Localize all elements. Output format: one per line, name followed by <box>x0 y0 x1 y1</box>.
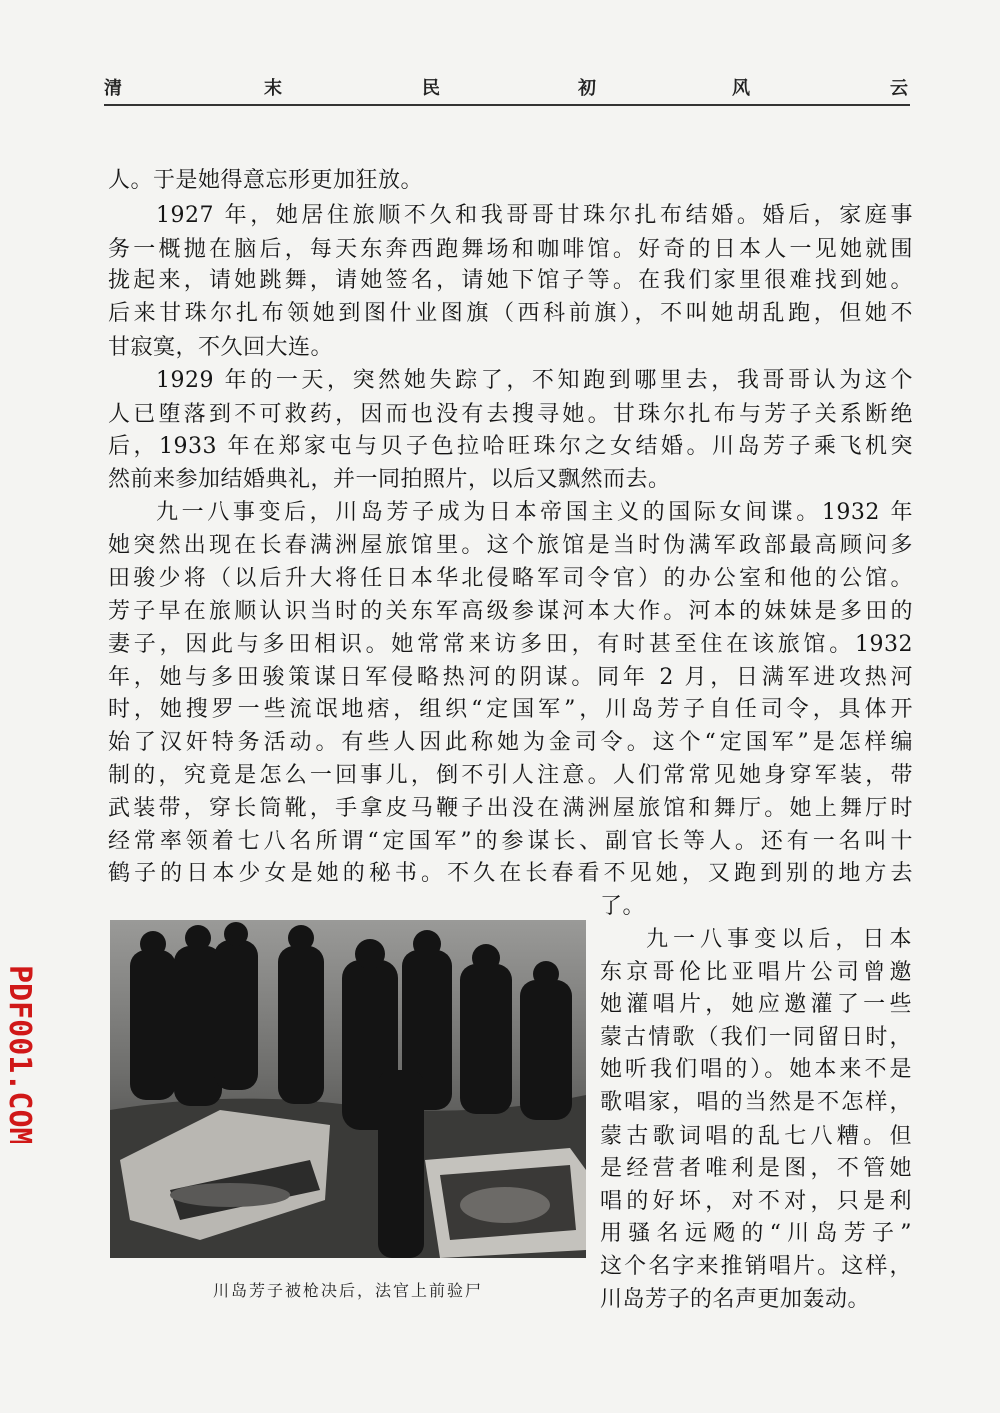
text-line: 唱的好坏，对不对，只是利 <box>600 1189 912 1214</box>
text-line: 然前来参加结婚典礼，并一同拍照片，以后又飘然而去。 <box>108 467 671 492</box>
text-line: 1929 年的一天，突然她失踪了，不知跑到哪里去，我哥哥认为这个 <box>156 368 913 393</box>
watermark-svg <box>0 963 42 1143</box>
text-line: 这个名字来推销唱片。这样， <box>600 1254 912 1279</box>
text-line: 她听我们唱的）。她本来不是 <box>600 1057 912 1082</box>
header-rule <box>104 104 910 106</box>
header-char-6: 云 <box>890 78 908 99</box>
text-line: 年，她与多田骏策谋日军侵略热河的阴谋。同年 2 月，日满军进攻热河 <box>108 665 913 690</box>
text-line: 人。于是她得意忘形更加狂放。 <box>108 168 424 193</box>
text-line: 歌唱家，唱的当然是不怎样， <box>600 1090 912 1115</box>
text-line: 务一概抛在脑后，每天东奔西跑舞场和咖啡馆。好奇的日本人一见她就围 <box>108 237 913 262</box>
text-line: 制的，究竟是怎么一回事儿，倒不引人注意。人们常常见她身穿军装，带 <box>108 763 913 788</box>
photo-illustration <box>110 920 586 1258</box>
text-line: 妻子，因此与多田相识。她常常来访多田，有时甚至住在该旅馆。1932 <box>108 632 913 657</box>
text-line: 她突然出现在长春满洲屋旅馆里。这个旅馆是当时伪满军政部最高顾问多 <box>108 533 913 558</box>
text-line: 拢起来，请她跳舞，请她签名，请她下馆子等。在我们家里很难找到她。 <box>108 268 913 293</box>
text-line: 人已堕落到不可救药，因而也没有去搜寻她。甘珠尔扎布与芳子关系断绝 <box>108 402 913 427</box>
text-line: 1927 年，她居住旅顺不久和我哥哥甘珠尔扎布结婚。婚后，家庭事 <box>156 203 913 228</box>
text-line: 是经营者唯利是图，不管她 <box>600 1156 912 1181</box>
execution-photo <box>110 920 586 1258</box>
text-line: 后来甘珠尔扎布领她到图什业图旗（西科前旗），不叫她胡乱跑，但她不 <box>108 301 913 326</box>
header-char-3: 民 <box>422 78 440 99</box>
header-char-1: 清 <box>104 78 122 99</box>
text-line: 鹤子的日本少女是她的秘书。不久在长春看不见她，又跑到别的地方去 <box>108 861 913 886</box>
header-char-5: 风 <box>732 78 750 99</box>
text-line: 后，1933 年在郑家屯与贝子色拉哈旺珠尔之女结婚。川岛芳子乘飞机突 <box>108 434 913 459</box>
text-line: 武装带，穿长筒靴，手拿皮马鞭子出没在满洲屋旅馆和舞厅。她上舞厅时 <box>108 796 913 821</box>
text-line: 她灌唱片，她应邀灌了一些 <box>600 992 912 1017</box>
running-header <box>104 74 910 104</box>
text-line: 时，她搜罗一些流氓地痞，组织“定国军”，川岛芳子自任司令，具体开 <box>108 697 913 722</box>
text-line: 始了汉奸特务活动。有些人因此称她为金司令。这个“定国军”是怎样编 <box>108 730 913 755</box>
text-line: 田骏少将（以后升大将任日本华北侵略军司令官）的办公室和他的公馆。 <box>108 566 913 591</box>
text-line: 了。 <box>600 894 646 919</box>
watermark-text: PDF001.COM <box>2 965 37 1143</box>
text-line: 蒙古歌词唱的乱七八糟。但 <box>600 1124 912 1149</box>
text-line: 九一八事变后，川岛芳子成为日本帝国主义的国际女间谍。1932 年 <box>156 500 913 525</box>
photo-caption: 川岛芳子被枪决后，法官上前验尸 <box>212 1281 483 1300</box>
text-line: 九一八事变以后，日本 <box>646 927 912 952</box>
text-line: 蒙古情歌（我们一同留日时， <box>600 1025 912 1050</box>
watermark <box>0 963 42 1143</box>
header-char-4: 初 <box>578 78 596 99</box>
header-char-2: 末 <box>264 78 282 99</box>
text-line: 甘寂寞，不久回大连。 <box>108 335 334 360</box>
text-line: 经常率领着七八名所谓“定国军”的参谋长、副官长等人。还有一名叫十 <box>108 829 913 854</box>
text-line: 芳子早在旅顺认识当时的关东军高级参谋河本大作。河本的妹妹是多田的 <box>108 599 913 624</box>
text-line: 东京哥伦比亚唱片公司曾邀 <box>600 960 912 985</box>
text-line: 川岛芳子的名声更加轰动。 <box>600 1287 871 1312</box>
text-line: 用骚名远飏的“川岛芳子” <box>600 1221 912 1246</box>
